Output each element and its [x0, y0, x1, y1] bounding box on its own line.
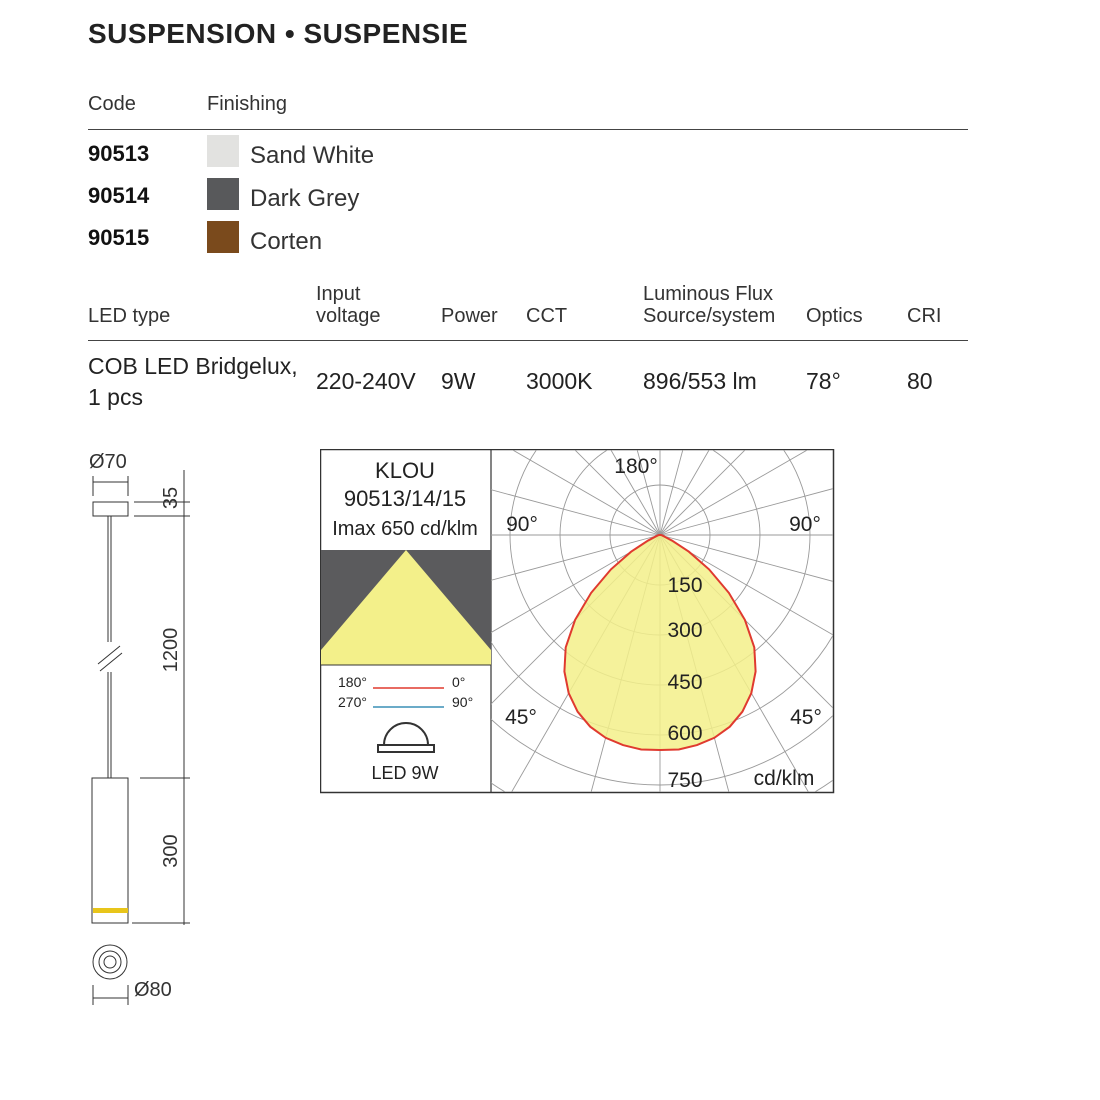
- input-voltage-value: 220-240V: [316, 368, 416, 394]
- legend-c90-left: 270°: [338, 694, 367, 710]
- unit-label: cd/klm: [753, 767, 815, 790]
- finish-name-dark-grey: Dark Grey: [250, 185, 360, 212]
- luminaire-body: [92, 778, 128, 923]
- photometry-codes: 90513/14/15: [343, 486, 467, 511]
- legend-c0-right: 0°: [452, 674, 466, 690]
- angle-label-top: 180°: [614, 455, 658, 478]
- cri-header: CRI: [907, 305, 942, 327]
- optics-header: Optics: [806, 305, 863, 327]
- finish-name-sand-white: Sand White: [250, 142, 375, 169]
- angle-label-left-45: 45°: [505, 706, 537, 729]
- led-type-header: LED type: [88, 305, 171, 327]
- luminous-flux-header-line2: Source/system: [643, 305, 776, 327]
- photometry-imax: Imax 650 cd/klm: [332, 518, 478, 540]
- photometry-product-name: KLOU: [375, 458, 435, 483]
- finish-code-corten: 90515: [88, 225, 150, 250]
- specs-header-divider: [88, 340, 968, 341]
- bottom-view-inner-ring: [104, 956, 116, 968]
- dimension-drawing: [80, 440, 200, 1020]
- finishing-column-header: Finishing: [207, 93, 288, 115]
- input-voltage-header-line2: voltage: [316, 305, 381, 327]
- finishing-header-divider: [88, 129, 968, 130]
- radial-label-450: 450: [667, 671, 703, 694]
- finish-name-corten: Corten: [250, 228, 323, 255]
- luminous-flux-value: 896/553 lm: [643, 368, 757, 394]
- dim-cable-length-label: 1200: [160, 627, 182, 673]
- break-mark-2: [100, 653, 122, 671]
- luminous-flux-header-line1: Luminous Flux: [643, 283, 774, 305]
- dark-grey-swatch: [207, 178, 239, 210]
- led-type-value-line1: COB LED Bridgelux,: [88, 353, 298, 379]
- bottom-view-middle-ring: [99, 951, 121, 973]
- legend-c0-left: 180°: [338, 674, 367, 690]
- corten-swatch: [207, 221, 239, 253]
- code-column-header: Code: [88, 93, 136, 115]
- radial-label-300: 300: [667, 619, 703, 642]
- angle-label-left-90: 90°: [506, 513, 538, 536]
- luminous-flux-header: [643, 283, 775, 327]
- radial-label-150: 150: [667, 574, 703, 597]
- radial-label-750: 750: [667, 769, 703, 792]
- photometric-panel: [320, 449, 835, 795]
- lamp-label: LED 9W: [371, 763, 439, 783]
- power-value: 9W: [441, 368, 476, 394]
- dim-bottom-diameter-label: Ø80: [134, 979, 172, 1001]
- cri-value: 80: [907, 368, 933, 394]
- page-title: SUSPENSION • SUSPENSIE: [88, 18, 469, 49]
- ceiling-canopy: [93, 502, 128, 516]
- led-type-value-line2: 1 pcs: [88, 384, 143, 410]
- power-header: Power: [441, 305, 498, 327]
- led-type-value: [88, 351, 298, 413]
- angle-label-right-45: 45°: [790, 706, 822, 729]
- sand-white-swatch: [207, 135, 239, 167]
- legend-c90-right: 90°: [452, 694, 474, 710]
- angle-label-right-90: 90°: [789, 513, 821, 536]
- bottom-view-outer-ring: [93, 945, 127, 979]
- dim-cap-height-label: 35: [160, 486, 182, 510]
- optics-value: 78°: [806, 368, 841, 394]
- body-accent-band: [93, 908, 128, 913]
- radial-label-600: 600: [667, 722, 703, 745]
- dim-body-height-label: 300: [160, 834, 182, 868]
- break-mark-1: [98, 646, 120, 664]
- finish-code-sand-white: 90513: [88, 141, 150, 166]
- dim-top-diameter-label: Ø70: [89, 451, 127, 473]
- cct-value: 3000K: [526, 368, 593, 394]
- finish-code-dark-grey: 90514: [88, 183, 150, 208]
- cct-header: CCT: [526, 305, 568, 327]
- input-voltage-header: [316, 283, 381, 327]
- input-voltage-header-line1: Input: [316, 283, 361, 305]
